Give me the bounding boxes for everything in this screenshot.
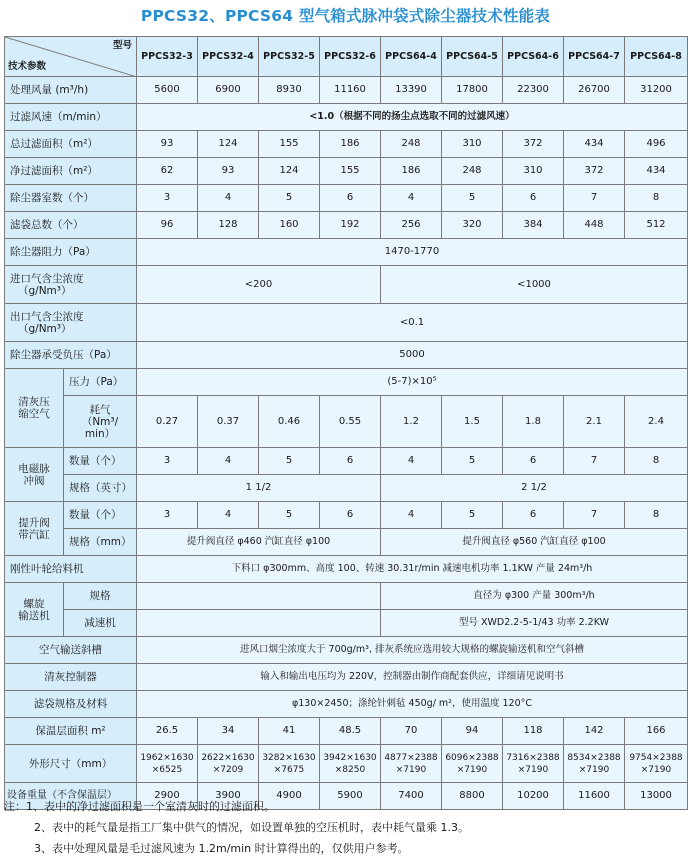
dim-line: 1962×1630: [140, 752, 194, 763]
cell: 2900: [137, 783, 198, 810]
model-header: PPCS32-5: [259, 37, 320, 77]
cell: [320, 745, 381, 783]
label-line: （g/Nm³）: [18, 322, 72, 335]
cell-valve-spec-32: 1 1/2: [137, 475, 381, 502]
cell-cylinder-spec-64: 提升阀直径 φ560 汽缸直径 φ100: [381, 529, 688, 556]
label-line: 输送机: [18, 609, 50, 622]
cell: 434: [564, 131, 625, 158]
cell: 186: [381, 158, 442, 185]
cell-bag-spec: φ130×2450；涤纶针刺毡 450g/ m²，使用温度 120°C: [137, 691, 688, 718]
cell: [503, 745, 564, 783]
spec-table: [4, 36, 688, 810]
cell: 5: [259, 502, 320, 529]
cell: [198, 745, 259, 783]
cell: 70: [381, 718, 442, 745]
table-row: [5, 239, 688, 266]
table-row: [5, 448, 688, 475]
cell-inlet-dust-32: <200: [137, 266, 381, 304]
table-row: [5, 369, 688, 396]
dim-line: 3282×1630: [262, 752, 316, 763]
row-label-chambers: 除尘器室数（个）: [5, 185, 137, 212]
cell: 5: [259, 448, 320, 475]
cell: 1.2: [381, 396, 442, 448]
sub-label-reducer: 减速机: [64, 610, 137, 637]
cell-air-slide: 进风口烟尘浓度大于 700g/m³, 排灰系统应选用较大规格的螺旋输送机和空气斜槽: [137, 637, 688, 664]
cell: [442, 745, 503, 783]
cell-reducer: 型号 XWD2.2-5-1/43 功率 2.2KW: [381, 610, 688, 637]
cell: 166: [625, 718, 688, 745]
dim-line: 3942×1630: [323, 752, 377, 763]
cell: 310: [442, 131, 503, 158]
cell: 17800: [442, 77, 503, 104]
param-label: 技术参数: [8, 61, 47, 72]
cell-neg-pressure: 5000: [137, 342, 688, 369]
table-row: [5, 158, 688, 185]
cell: 31200: [625, 77, 688, 104]
model-label: 型号: [112, 40, 132, 51]
row-label-resistance: 除尘器阻力（Pa）: [5, 239, 137, 266]
row-label-air-slide: 空气输送斜槽: [5, 637, 137, 664]
cell: 448: [564, 212, 625, 239]
dim-line: ×7190: [517, 764, 549, 775]
dim-line: 8534×2388: [567, 752, 621, 763]
cell: 4: [198, 185, 259, 212]
cell: 6: [320, 502, 381, 529]
cell: 118: [503, 718, 564, 745]
sub-label-valve-spec: 规格（英寸）: [64, 475, 137, 502]
cell: 142: [564, 718, 625, 745]
cell: 10200: [503, 783, 564, 810]
cell: 1.8: [503, 396, 564, 448]
cell-inlet-dust-64: <1000: [381, 266, 688, 304]
table-row: [5, 342, 688, 369]
cell: 2.4: [625, 396, 688, 448]
cell: 3: [137, 502, 198, 529]
cell: 8: [625, 448, 688, 475]
cell: 4: [381, 448, 442, 475]
cell: 0.37: [198, 396, 259, 448]
cell: 26.5: [137, 718, 198, 745]
dim-line: 9754×2388: [629, 752, 683, 763]
cell: 5: [442, 502, 503, 529]
model-header: PPCS64-4: [381, 37, 442, 77]
table-row: [5, 718, 688, 745]
cell: 22300: [503, 77, 564, 104]
cell: 62: [137, 158, 198, 185]
dim-line: 6096×2388: [445, 752, 499, 763]
model-header: PPCS32-6: [320, 37, 381, 77]
label-line: 缩空气: [18, 408, 50, 420]
cell: 310: [503, 158, 564, 185]
label-line: （Nm³/: [81, 415, 119, 428]
cell: [564, 745, 625, 783]
cell: 4: [198, 502, 259, 529]
cell: 3: [137, 185, 198, 212]
table-row: [5, 104, 688, 131]
cell: 6: [503, 448, 564, 475]
page-title: PPCS32、PPCS64 型气箱式脉冲袋式除尘器技术性能表: [140, 7, 551, 25]
cell: 13390: [381, 77, 442, 104]
row-label-insulation: 保温层面积 m²: [5, 718, 137, 745]
cell: 192: [320, 212, 381, 239]
cell-screw-spec: 直径为 φ300 产量 300m³/h: [381, 583, 688, 610]
sub-label-cylinder-qty: 数量（个）: [64, 502, 137, 529]
table-row: [5, 131, 688, 158]
note-line: 3、表中处理风量是毛过滤风速为 1.2m/min 时计算得出的，仅供用户参考。: [34, 842, 409, 855]
cell-pressure: (5-7)×10⁵: [137, 369, 688, 396]
cell-filter-speed: <1.0（根据不同的扬尘点选取不同的过滤风速）: [137, 104, 688, 131]
cell: 512: [625, 212, 688, 239]
cell: [625, 745, 688, 783]
label-line: 提升阀: [18, 516, 50, 529]
cell: 7: [564, 185, 625, 212]
cell: 7: [564, 448, 625, 475]
cell: 6: [503, 185, 564, 212]
notes: [4, 796, 688, 859]
cell: 124: [198, 131, 259, 158]
model-header: PPCS64-7: [564, 37, 625, 77]
dim-line: ×7675: [273, 764, 305, 775]
cell: 496: [625, 131, 688, 158]
cell: [259, 745, 320, 783]
table-row: [5, 691, 688, 718]
cell: 48.5: [320, 718, 381, 745]
dim-line: 4877×2388: [384, 752, 438, 763]
group-label-cylinder: [5, 502, 64, 556]
row-label-dimensions: 外形尺寸（mm）: [5, 745, 137, 783]
cell: 384: [503, 212, 564, 239]
cell-valve-spec-64: 2 1/2: [381, 475, 688, 502]
label-line: 耗气: [89, 403, 111, 416]
table-row: [5, 185, 688, 212]
cell: 11600: [564, 783, 625, 810]
dim-line: 7316×2388: [506, 752, 560, 763]
dim-line: ×7190: [395, 764, 427, 775]
model-header: PPCS64-5: [442, 37, 503, 77]
row-label-outlet-dust: [5, 304, 137, 342]
cell: [137, 745, 198, 783]
table-row: [5, 266, 688, 304]
row-label-inlet-dust: [5, 266, 137, 304]
cell-outlet-dust: <0.1: [137, 304, 688, 342]
cell: 2.1: [564, 396, 625, 448]
row-label-airflow: 处理风量 (m³/h): [5, 77, 137, 104]
cell: 41: [259, 718, 320, 745]
dim-line: ×7190: [578, 764, 610, 775]
row-label-filter-speed: 过滤风速（m/min）: [5, 104, 137, 131]
table-header-row: [5, 37, 688, 77]
cell: 3: [137, 448, 198, 475]
table-row: [5, 475, 688, 502]
label-line: 清灰压: [18, 396, 50, 408]
label-line: 带汽缸: [18, 528, 50, 541]
table-row: [5, 745, 688, 783]
cell: 6: [320, 185, 381, 212]
sub-label-consumption: [64, 396, 137, 448]
row-label-total-area: 总过滤面积（m²）: [5, 131, 137, 158]
sub-label-screw-spec: 规格: [64, 583, 137, 610]
table-row: [5, 664, 688, 691]
cell: 8930: [259, 77, 320, 104]
cell: 5: [259, 185, 320, 212]
sub-label-valve-qty: 数量（个）: [64, 448, 137, 475]
group-label-screw-conveyor: [5, 583, 64, 637]
sub-label-pressure: 压力（Pa）: [64, 369, 137, 396]
cell-rotary-feeder: 下料口 φ300mm、高度 100、转速 30.31r/min 减速电机功率 1.1KW 产量 24m³/h: [137, 556, 688, 583]
cell-empty: [137, 583, 381, 610]
cell: 4: [381, 185, 442, 212]
table-row: [5, 556, 688, 583]
row-label-controller: 清灰控制器: [5, 664, 137, 691]
dim-line: ×7209: [212, 764, 244, 775]
cell-empty: [137, 610, 381, 637]
cell: [381, 745, 442, 783]
table-row: [5, 637, 688, 664]
cell: 124: [259, 158, 320, 185]
table-row: [5, 212, 688, 239]
cell: 160: [259, 212, 320, 239]
row-label-bags: 滤袋总数（个）: [5, 212, 137, 239]
label-line: min）: [84, 427, 116, 440]
cell: 96: [137, 212, 198, 239]
table-row: [5, 529, 688, 556]
model-header: PPCS32-3: [137, 37, 198, 77]
cell: 248: [381, 131, 442, 158]
cell: 6900: [198, 77, 259, 104]
cell: 34: [198, 718, 259, 745]
row-label-weight: 设备重量（不含保温层）: [5, 783, 137, 810]
cell: 7400: [381, 783, 442, 810]
row-label-rotary-feeder: 刚性叶轮给料机: [5, 556, 137, 583]
cell: 5: [442, 185, 503, 212]
table-row: [5, 77, 688, 104]
cell: 186: [320, 131, 381, 158]
cell: 8800: [442, 783, 503, 810]
cell: 8: [625, 185, 688, 212]
label-line: 螺旋: [23, 597, 45, 610]
model-header: PPCS64-6: [503, 37, 564, 77]
cell: 4: [381, 502, 442, 529]
dim-line: ×8250: [334, 764, 366, 775]
table-row: [5, 502, 688, 529]
cell: 1.5: [442, 396, 503, 448]
cell: 5900: [320, 783, 381, 810]
row-label-bag-spec: 滤袋规格及材料: [5, 691, 137, 718]
cell: 4: [198, 448, 259, 475]
cell: 5: [442, 448, 503, 475]
cell-cylinder-spec-32: 提升阀直径 φ460 汽缸直径 φ100: [137, 529, 381, 556]
cell: 155: [320, 158, 381, 185]
cell: 3900: [198, 783, 259, 810]
cell: 11160: [320, 77, 381, 104]
table-row: [5, 396, 688, 448]
cell: 93: [198, 158, 259, 185]
cell: 248: [442, 158, 503, 185]
cell: 0.46: [259, 396, 320, 448]
cell: 372: [503, 131, 564, 158]
group-label-pulse-valve: [5, 448, 64, 502]
cell: 26700: [564, 77, 625, 104]
dim-line: 2622×1630: [201, 752, 255, 763]
note-line: 注：1、表中的净过滤面积是一个室清灰时的过滤面积。: [4, 800, 275, 813]
table-row: [5, 304, 688, 342]
cell: 6: [320, 448, 381, 475]
dim-line: ×7190: [456, 764, 488, 775]
cell: 320: [442, 212, 503, 239]
cell: 94: [442, 718, 503, 745]
model-header: PPCS32-4: [198, 37, 259, 77]
cell: 4900: [259, 783, 320, 810]
cell: 8: [625, 502, 688, 529]
cell: 372: [564, 158, 625, 185]
cell: 5600: [137, 77, 198, 104]
cell: 256: [381, 212, 442, 239]
row-label-neg-pressure: 除尘器承受负压（Pa）: [5, 342, 137, 369]
cell: 155: [259, 131, 320, 158]
row-label-net-area: 净过滤面积（m²）: [5, 158, 137, 185]
label-line: 冲阀: [23, 474, 45, 487]
cell: 6: [503, 502, 564, 529]
cell-resistance: 1470-1770: [137, 239, 688, 266]
cell: 13000: [625, 783, 688, 810]
dim-line: ×7190: [640, 764, 672, 775]
group-label-cleaning-air: [5, 369, 64, 448]
cell: 93: [137, 131, 198, 158]
cell: 434: [625, 158, 688, 185]
table-row: [5, 583, 688, 610]
header-diagonal-cell: [5, 37, 137, 77]
cell-controller: 输入和输出电压均为 220V，控制器由制作商配套供应，详细请见说明书: [137, 664, 688, 691]
label-line: （g/Nm³）: [18, 284, 72, 297]
model-header: PPCS64-8: [625, 37, 688, 77]
label-line: 电磁脉: [18, 462, 50, 475]
dim-line: ×6525: [151, 764, 183, 775]
note-line: 2、表中的耗气量是指工厂集中供气的情况，如设置单独的空压机时，表中耗气量乘 1.3。: [34, 821, 469, 834]
cell: 128: [198, 212, 259, 239]
sub-label-cylinder-spec: 规格（mm）: [64, 529, 137, 556]
cell: 0.27: [137, 396, 198, 448]
cell: 0.55: [320, 396, 381, 448]
table-row: [5, 610, 688, 637]
cell: 7: [564, 502, 625, 529]
label-line: 进口气含尘浓度: [10, 272, 84, 285]
label-line: 出口气含尘浓度: [10, 310, 84, 323]
